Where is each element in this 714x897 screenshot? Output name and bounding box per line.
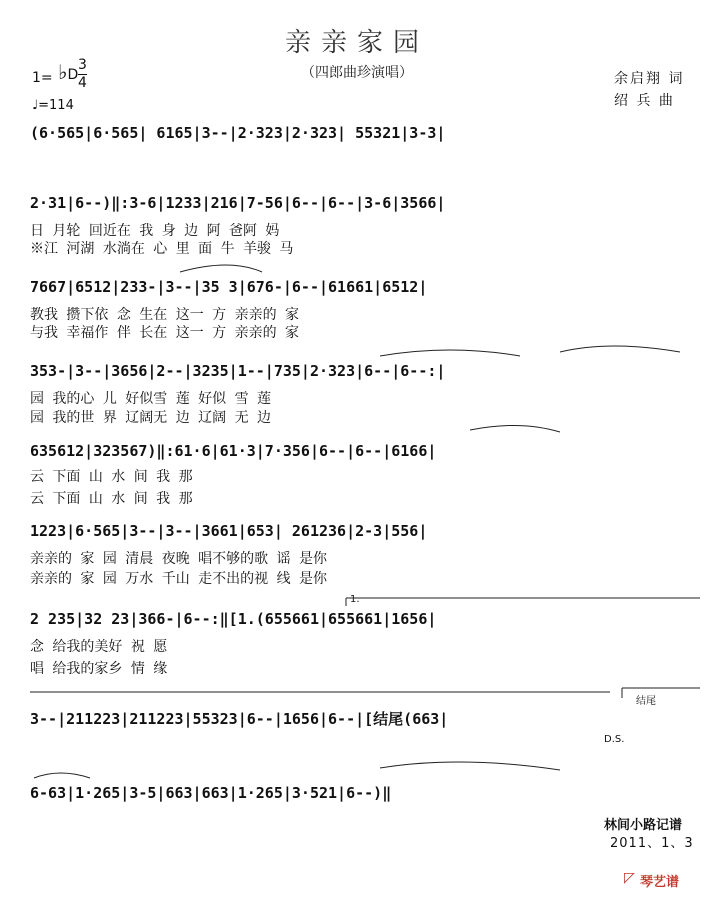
score-line-7-lyrics-verse-1: 念 给我的美好 祝 愿 xyxy=(30,639,168,655)
score-line-6-notes: 1223|6·565|3--|3--|3661|653| 261236|2-3|556| xyxy=(30,522,428,540)
dal-segno-mark: D.S. xyxy=(604,734,625,745)
transcriber-credit: 林间小路记谱 xyxy=(604,818,683,833)
score-line-5-lyrics-verse-1: 云 下面 山 水 间 我 那 xyxy=(30,469,193,485)
score-line-3-notes: 7667|6512|233-|3--|35 3|676-|6--|61661|6512| xyxy=(30,278,428,296)
score-line-2-lyrics-verse-2: ※江 河湖 水淌在 心 里 面 牛 羊骏 马 xyxy=(30,241,294,257)
score-line-1-notes: (6·565|6·565| 6165|3--|2·323|2·323| 55321|3-3| xyxy=(30,124,446,142)
score-line-6-lyrics-verse-2: 亲亲的 家 园 万水 千山 走不出的视 线 是你 xyxy=(30,571,327,587)
score-line-6-lyrics-verse-1: 亲亲的 家 园 清晨 夜晚 唱不够的歌 谣 是你 xyxy=(30,551,327,567)
score-line-4-lyrics-verse-2: 园 我的世 界 辽阔无 边 辽阔 无 边 xyxy=(30,410,272,426)
score-line-9-notes: 6-63|1·265|3-5|663|663|1·265|3·521|6--)‖ xyxy=(30,784,392,802)
score-line-5-notes: 635612|323567)‖:61·6|61·3|7·356|6--|6--|6166| xyxy=(30,442,437,460)
coda-bracket xyxy=(622,688,700,698)
score-line-2-notes: 2·31|6--)‖:3-6|1233|216|7-56|6--|6--|3-6|3566| xyxy=(30,194,446,212)
score-line-8-notes: 3--|211223|211223|55323|6--|1656|6--|[结尾(663| xyxy=(30,710,449,728)
score-line-2-lyrics-verse-1: 日 月轮 回近在 我 身 边 阿 爸阿 妈 xyxy=(30,223,280,239)
score-line-3-lyrics-verse-1: 教我 攒下依 念 生在 这一 方 亲亲的 家 xyxy=(30,307,300,323)
logo-icon: ◸ xyxy=(624,870,635,886)
lyricist-credit: 余启翔 词 xyxy=(614,71,685,87)
time-signature-denominator: 4 xyxy=(78,75,87,91)
transcription-date: 2011、1、3 xyxy=(610,836,694,851)
slur-line-5 xyxy=(470,425,560,432)
score-line-4-lyrics-verse-1: 园 我的心 儿 好似雪 莲 好似 雪 莲 xyxy=(30,391,272,407)
score-line-5-lyrics-verse-2: 云 下面 山 水 间 我 那 xyxy=(30,491,193,507)
first-ending-bracket xyxy=(346,598,700,606)
key-label: 1= xyxy=(32,70,53,86)
flat-sign: ♭D xyxy=(58,60,79,84)
coda-label: 结尾 xyxy=(636,696,656,707)
score-line-3-lyrics-verse-2: 与我 幸福作 伴 长在 这一 方 亲亲的 家 xyxy=(30,325,300,341)
brand-watermark: 琴艺谱 xyxy=(640,875,680,890)
tempo-marking: ♩=114 xyxy=(32,98,74,113)
slur-line-9b xyxy=(380,762,560,770)
composer-credit: 绍 兵 曲 xyxy=(614,93,675,109)
score-line-4-notes: 353-|3--|3656|2--|3235|1--|735|2·323|6--|6--:| xyxy=(30,362,446,380)
song-subtitle: （四郎曲珍演唱） xyxy=(301,65,413,81)
score-line-7-lyrics-verse-2: 唱 给我的家乡 情 缘 xyxy=(30,661,168,677)
slur-line-9 xyxy=(34,773,90,778)
slur-line-4b xyxy=(560,346,680,352)
time-signature-numerator: 3 xyxy=(78,57,87,73)
score-line-7-notes: 2 235|32 23|366-|6--:‖[1.(655661|655661|1656| xyxy=(30,610,437,628)
slur-line-3 xyxy=(180,265,262,272)
slur-line-4 xyxy=(380,350,520,356)
song-title: 亲亲家园 xyxy=(284,28,429,58)
first-ending-label: 1. xyxy=(350,594,360,605)
